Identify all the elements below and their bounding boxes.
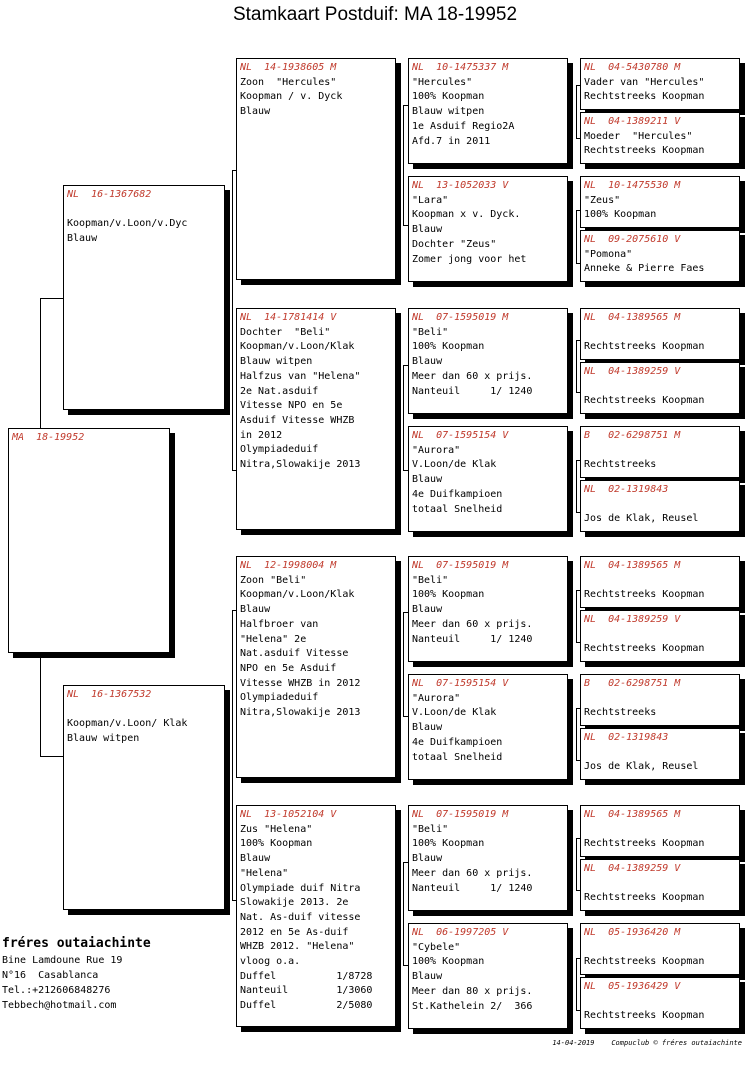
- pigeon-info-line: Blauw: [412, 971, 443, 983]
- pigeon-info-line: [584, 574, 736, 589]
- pigeon-info-line: Dochter "Zeus": [412, 238, 497, 250]
- gen4-ancestor-card: [580, 728, 740, 780]
- breeder-address-line: Bine Lamdoune Rue 19: [2, 955, 123, 966]
- pigeon-info-line: Zomer jong voor het: [412, 253, 527, 265]
- gen4-ancestor-card: [580, 230, 740, 282]
- breeder-info: [2, 935, 151, 1013]
- pigeon-info-line: Zus "Helena": [240, 823, 313, 835]
- pigeon-info-line: Blauw: [412, 224, 443, 236]
- subject-pigeon-card: [8, 428, 170, 653]
- page-title: Stamkaart Postduif: MA 18-19952: [232, 4, 518, 25]
- pigeon-info-line: Olympiadeduif: [240, 692, 319, 704]
- pigeon-info-line: Nitra,Slowakije 2013: [240, 707, 361, 719]
- connector-line: [576, 708, 577, 760]
- ring-number: NL 04-1389211 V: [584, 116, 681, 127]
- connector-line: [403, 365, 404, 470]
- connector-line: [403, 862, 404, 965]
- pigeon-info-line: Dochter "Beli": [240, 326, 331, 338]
- gen4-ancestor-card: [580, 674, 740, 726]
- pigeon-info-line: 100% Koopman: [584, 209, 657, 221]
- pigeon-info-line: 4e Duifkampioen: [412, 488, 503, 500]
- breeder-name: fréres outaiachinte: [2, 936, 151, 951]
- gen4-ancestor-card: [580, 805, 740, 857]
- ring-number: NL 04-1389259 V: [584, 614, 681, 625]
- pigeon-info-line: "Hercules": [412, 76, 473, 88]
- pigeon-info-line: "Helena": [240, 867, 289, 879]
- pigeon-info-line: Koopman/v.Loon/v.Dyc: [67, 218, 188, 230]
- pigeon-info-line: [584, 326, 736, 341]
- ring-number: NL 14-1781414 V: [240, 312, 337, 323]
- pigeon-info-line: Jos de Klak, Reusel: [584, 761, 699, 773]
- pigeon-info-line: [67, 203, 221, 218]
- connector-line: [576, 85, 577, 138]
- ring-number: NL 05-1936420 M: [584, 927, 681, 938]
- pigeon-info-line: Nat.asduif Vitesse: [240, 648, 349, 660]
- ring-number: NL 10-1475530 M: [584, 180, 681, 191]
- pigeon-info-line: Rechtstreeks Koopman: [584, 892, 705, 904]
- pigeon-info-line: [584, 444, 736, 459]
- gen4-ancestor-card: [580, 112, 740, 164]
- pigeon-info-line: Nanteuil 1/ 1240: [412, 882, 533, 894]
- great-grandparent-card: [408, 556, 568, 662]
- ring-number: NL 04-1389259 V: [584, 366, 681, 377]
- pigeon-info-line: Blauw: [412, 474, 443, 486]
- ring-number: NL 07-1595019 M: [412, 560, 509, 571]
- ring-number: NL 07-1595019 M: [412, 809, 509, 820]
- connector-line: [576, 590, 577, 642]
- pigeon-info-line: "Helena" 2e: [240, 633, 307, 645]
- ring-number: NL 13-1052104 V: [240, 809, 337, 820]
- connector-line: [576, 838, 577, 890]
- ring-number: B 02-6298751 M: [584, 678, 681, 689]
- pigeon-info-line: vloog o.a.: [240, 956, 301, 968]
- ring-number: NL 09-2075610 V: [584, 234, 681, 245]
- pigeon-info-line: Meer dan 80 x prijs.: [412, 985, 533, 997]
- pigeon-info-line: in 2012: [240, 429, 283, 441]
- pigeon-info-line: Nitra,Slowakije 2013: [240, 459, 361, 471]
- pigeon-info-line: Koopman x v. Dyck.: [412, 209, 521, 221]
- pigeon-info-line: Halfbroer van: [240, 618, 319, 630]
- pigeon-info-line: Blauw: [412, 853, 443, 865]
- pigeon-info-line: [584, 380, 736, 395]
- pigeon-info-line: Jos de Klak, Reusel: [584, 513, 699, 525]
- grandparent-card: [236, 58, 396, 280]
- pigeon-info-line: Duffel 2/5080: [240, 1000, 373, 1012]
- great-grandparent-card: [408, 308, 568, 414]
- ring-number: NL 10-1475337 M: [412, 62, 509, 73]
- ring-number: NL 05-1936429 V: [584, 981, 681, 992]
- pigeon-info-line: "Lara": [412, 194, 449, 206]
- pigeon-info-line: Vader van "Hercules": [584, 76, 705, 88]
- pigeon-info-line: 100% Koopman: [412, 956, 485, 968]
- pigeon-info-line: Zoon "Hercules": [240, 76, 337, 88]
- ring-number: NL 06-1997205 V: [412, 927, 509, 938]
- pigeon-info-line: [584, 746, 736, 761]
- ring-number: NL 02-1319843: [584, 732, 669, 743]
- ring-number: NL 16-1367682: [67, 189, 152, 200]
- pigeon-info-line: Meer dan 60 x prijs.: [412, 867, 533, 879]
- pigeon-info-line: 100% Koopman: [412, 91, 485, 103]
- pigeon-info-line: Halfzus van "Helena": [240, 370, 361, 382]
- gen4-ancestor-card: [580, 480, 740, 532]
- pigeon-info-line: Rechtstreeks Koopman: [584, 395, 705, 407]
- pigeon-info-line: Rechtstreeks: [584, 707, 657, 719]
- gen4-ancestor-card: [580, 58, 740, 110]
- gen4-ancestor-card: [580, 923, 740, 975]
- breeder-address-line: N°16 Casablanca: [2, 970, 99, 981]
- pigeon-info-line: [584, 995, 736, 1010]
- pigeon-info-line: [584, 877, 736, 892]
- pigeon-info-line: Blauw witpen: [240, 356, 313, 368]
- ring-number: NL 02-1319843: [584, 484, 669, 495]
- pigeon-info-line: 2e Nat.asduif: [240, 385, 319, 397]
- connector-line: [232, 610, 233, 900]
- pigeon-info-line: Meer dan 60 x prijs.: [412, 618, 533, 630]
- connector-line: [576, 958, 577, 1010]
- pigeon-info-line: "Beli": [412, 574, 449, 586]
- pigeon-info-line: Slowakije 2013. 2e: [240, 897, 349, 909]
- ring-number: NL 04-1389259 V: [584, 863, 681, 874]
- pigeon-info-line: Nanteuil 1/3060: [240, 985, 373, 997]
- pigeon-info-line: "Pomona": [584, 248, 633, 260]
- ring-number: NL 04-5430780 M: [584, 62, 681, 73]
- pigeon-info-line: "Aurora": [412, 444, 461, 456]
- pigeon-info-line: [584, 498, 736, 513]
- pigeon-info-line: "Zeus": [584, 194, 621, 206]
- connector-line: [576, 210, 577, 263]
- pigeon-info-line: NPO en 5e Asduif: [240, 662, 337, 674]
- ring-number: B 02-6298751 M: [584, 430, 681, 441]
- gen4-ancestor-card: [580, 362, 740, 414]
- pigeon-info-line: Blauw: [240, 853, 271, 865]
- great-grandparent-card: [408, 58, 568, 164]
- great-grandparent-card: [408, 674, 568, 780]
- ring-number: NL 04-1389565 M: [584, 312, 681, 323]
- pigeon-info-line: Blauw witpen: [67, 733, 140, 745]
- pigeon-info-line: Rechtstreeks Koopman: [584, 589, 705, 601]
- pigeon-info-line: totaal Snelheid: [412, 503, 503, 515]
- pigeon-info-line: 100% Koopman: [412, 341, 485, 353]
- pigeon-info-line: Blauw: [412, 722, 443, 734]
- pigeon-info-line: Rechtstreeks: [584, 459, 657, 471]
- pigeon-info-line: Koopman/v.Loon/ Klak: [67, 718, 188, 730]
- breeder-email: Tebbech@hotmail.com: [2, 1000, 117, 1011]
- pigeon-info-line: 100% Koopman: [240, 838, 313, 850]
- gen4-ancestor-card: [580, 308, 740, 360]
- pigeon-info-line: totaal Snelheid: [412, 751, 503, 763]
- pigeon-info-line: Rechtstreeks Koopman: [584, 145, 705, 157]
- pigeon-info-line: "Beli": [412, 326, 449, 338]
- pigeon-info-line: Rechtstreeks Koopman: [584, 91, 705, 103]
- pigeon-info-line: 1e Asduif Regio2A: [412, 120, 515, 132]
- gen4-ancestor-card: [580, 556, 740, 608]
- grandparent-card: [236, 556, 396, 778]
- gen4-ancestor-card: [580, 859, 740, 911]
- pigeon-info-line: Nanteuil 1/ 1240: [412, 633, 533, 645]
- pigeon-info-line: Blauw: [240, 106, 271, 118]
- connector-line: [403, 105, 404, 225]
- pigeon-info-line: Rechtstreeks Koopman: [584, 341, 705, 353]
- pigeon-info-line: 100% Koopman: [412, 589, 485, 601]
- pigeon-info-line: 4e Duifkampioen: [412, 736, 503, 748]
- pigeon-info-line: Olympiadeduif: [240, 444, 319, 456]
- pigeon-info-line: Rechtstreeks Koopman: [584, 956, 705, 968]
- great-grandparent-card: [408, 805, 568, 911]
- pigeon-info-line: [584, 823, 736, 838]
- connector-line: [576, 340, 577, 392]
- pigeon-info-line: [67, 703, 221, 718]
- pigeon-info-line: Rechtstreeks Koopman: [584, 1010, 705, 1022]
- connector-line: [232, 170, 233, 470]
- ring-number: NL 07-1595154 V: [412, 678, 509, 689]
- pigeon-info-line: Blauw: [240, 604, 271, 616]
- pigeon-info-line: "Beli": [412, 823, 449, 835]
- pigeon-info-line: St.Kathelein 2/ 366: [412, 1000, 533, 1012]
- connector-line: [40, 298, 65, 299]
- pigeon-info-line: Asduif Vitesse WHZB: [240, 414, 355, 426]
- pigeon-info-line: Koopman/v.Loon/Klak: [240, 589, 355, 601]
- ring-number: NL 12-1998004 M: [240, 560, 337, 571]
- pigeon-info-line: Blauw: [67, 233, 98, 245]
- pigeon-info-line: Afd.7 in 2011: [412, 135, 491, 147]
- pigeon-info-line: Blauw: [412, 356, 443, 368]
- ring-number: NL 14-1938605 M: [240, 62, 337, 73]
- parent-dam-card: [63, 685, 225, 910]
- gen4-ancestor-card: [580, 426, 740, 478]
- ring-number: MA 18-19952: [12, 432, 85, 443]
- great-grandparent-card: [408, 923, 568, 1029]
- pigeon-info-line: Duffel 1/8728: [240, 970, 373, 982]
- pigeon-info-line: Koopman / v. Dyck: [240, 91, 343, 103]
- connector-line: [403, 612, 404, 716]
- footer-credit: 14-04-2019 Compuclub © fréres outaiachinte: [552, 1039, 742, 1047]
- connector-line: [576, 460, 577, 512]
- pigeon-info-line: Rechtstreeks Koopman: [584, 643, 705, 655]
- connector-line: [40, 756, 65, 757]
- pigeon-info-line: V.Loon/de Klak: [412, 459, 497, 471]
- pigeon-info-line: WHZB 2012. "Helena": [240, 941, 355, 953]
- pigeon-info-line: [584, 941, 736, 956]
- great-grandparent-card: [408, 426, 568, 532]
- pigeon-info-line: Olympiade duif Nitra: [240, 882, 361, 894]
- ring-number: NL 04-1389565 M: [584, 809, 681, 820]
- pigeon-info-line: Anneke & Pierre Faes: [584, 263, 705, 275]
- pigeon-info-line: Moeder "Hercules": [584, 130, 693, 142]
- gen4-ancestor-card: [580, 176, 740, 228]
- pigeon-info-line: 100% Koopman: [412, 838, 485, 850]
- pigeon-info-line: "Aurora": [412, 692, 461, 704]
- pigeon-info-line: V.Loon/de Klak: [412, 707, 497, 719]
- ring-number: NL 04-1389565 M: [584, 560, 681, 571]
- grandparent-card: [236, 308, 396, 530]
- gen4-ancestor-card: [580, 977, 740, 1029]
- pigeon-info-line: Zoon "Beli": [240, 574, 307, 586]
- ring-number: NL 07-1595154 V: [412, 430, 509, 441]
- pigeon-info-line: 2012 en 5e As-duif: [240, 926, 349, 938]
- pigeon-info-line: Koopman/v.Loon/Klak: [240, 341, 355, 353]
- pigeon-info-line: Meer dan 60 x prijs.: [412, 370, 533, 382]
- pigeon-info-line: Vitesse NPO en 5e: [240, 400, 343, 412]
- ring-number: NL 13-1052033 V: [412, 180, 509, 191]
- pigeon-info-line: Vitesse WHZB in 2012: [240, 677, 361, 689]
- gen4-ancestor-card: [580, 610, 740, 662]
- pigeon-info-line: Blauw: [412, 604, 443, 616]
- grandparent-card: [236, 805, 396, 1027]
- parent-sire-card: [63, 185, 225, 410]
- pigeon-info-line: Rechtstreeks Koopman: [584, 838, 705, 850]
- ring-number: NL 07-1595019 M: [412, 312, 509, 323]
- pigeon-info-line: Nanteuil 1/ 1240: [412, 385, 533, 397]
- breeder-phone: Tel.:+212606848276: [2, 985, 111, 996]
- pigeon-info-line: "Cybele": [412, 941, 461, 953]
- pigeon-info-line: Blauw witpen: [412, 106, 485, 118]
- ring-number: NL 16-1367532: [67, 689, 152, 700]
- great-grandparent-card: [408, 176, 568, 282]
- pigeon-info-line: Nat. As-duif vitesse: [240, 911, 361, 923]
- pigeon-info-line: [584, 692, 736, 707]
- pigeon-info-line: [584, 628, 736, 643]
